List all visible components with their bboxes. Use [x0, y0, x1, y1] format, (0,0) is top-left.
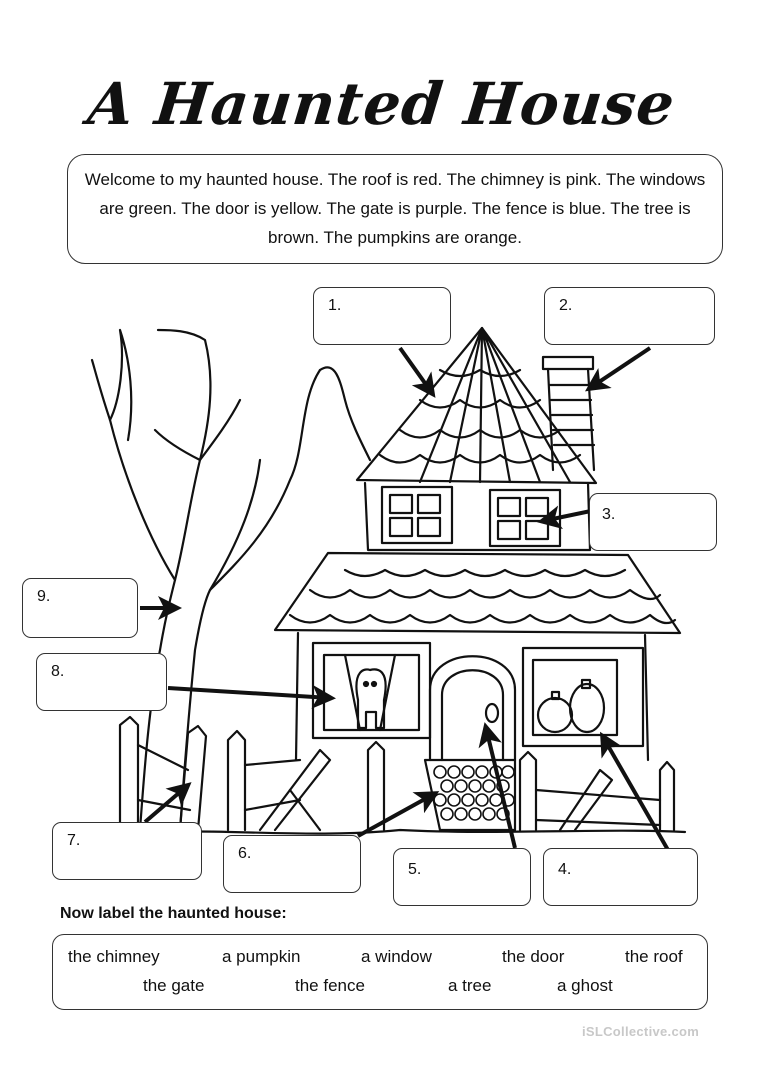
- label-number: 9.: [37, 588, 51, 605]
- label-number: 8.: [51, 663, 65, 680]
- label-number: 2.: [559, 297, 573, 314]
- label-number: 1.: [328, 297, 342, 314]
- word-bank-item: the chimney: [68, 947, 160, 966]
- label-number: 4.: [558, 861, 572, 878]
- label-box-3[interactable]: [589, 493, 717, 551]
- label-box-8[interactable]: [36, 653, 167, 711]
- roof-icon: [357, 328, 596, 483]
- intro-text-box: Welcome to my haunted house. The roof is red. The chimney is pink. The windows are green. The door is yellow. The gate is purple. The fence is blue. The tree is brown. The pumpkins are orange.: [67, 154, 723, 264]
- label-box-6[interactable]: [223, 835, 361, 893]
- label-box-7[interactable]: [52, 822, 202, 880]
- label-number: 5.: [408, 861, 422, 878]
- label-box-5[interactable]: [393, 848, 531, 906]
- word-bank-item: a ghost: [557, 976, 613, 995]
- label-box-4[interactable]: [543, 848, 698, 906]
- upper-window-left-icon: [382, 487, 452, 543]
- word-bank-item: a window: [361, 947, 432, 966]
- ghost-window-icon: [313, 643, 430, 738]
- label-number: 3.: [602, 506, 616, 523]
- word-bank-box: [52, 934, 708, 1010]
- word-bank-item: the roof: [625, 947, 683, 966]
- worksheet-title: A Haunted House: [84, 70, 679, 138]
- pumpkin-window-icon: [523, 648, 643, 746]
- word-bank-item: the door: [502, 947, 565, 966]
- word-bank-item: a pumpkin: [222, 947, 301, 966]
- label-box-1[interactable]: [313, 287, 451, 345]
- door-icon: [430, 656, 515, 760]
- lower-roof-icon: [275, 553, 680, 633]
- label-box-2[interactable]: [544, 287, 715, 345]
- label-number: 6.: [238, 845, 252, 862]
- instruction-text: Now label the haunted house:: [60, 905, 287, 922]
- chimney-icon: [543, 357, 594, 470]
- label-box-9[interactable]: [22, 578, 138, 638]
- word-bank-item: the fence: [295, 976, 365, 995]
- label-number: 7.: [67, 832, 81, 849]
- word-bank-item: a tree: [448, 976, 492, 995]
- watermark: iSLCollective.com: [582, 1024, 700, 1039]
- word-bank-item: the gate: [143, 976, 205, 995]
